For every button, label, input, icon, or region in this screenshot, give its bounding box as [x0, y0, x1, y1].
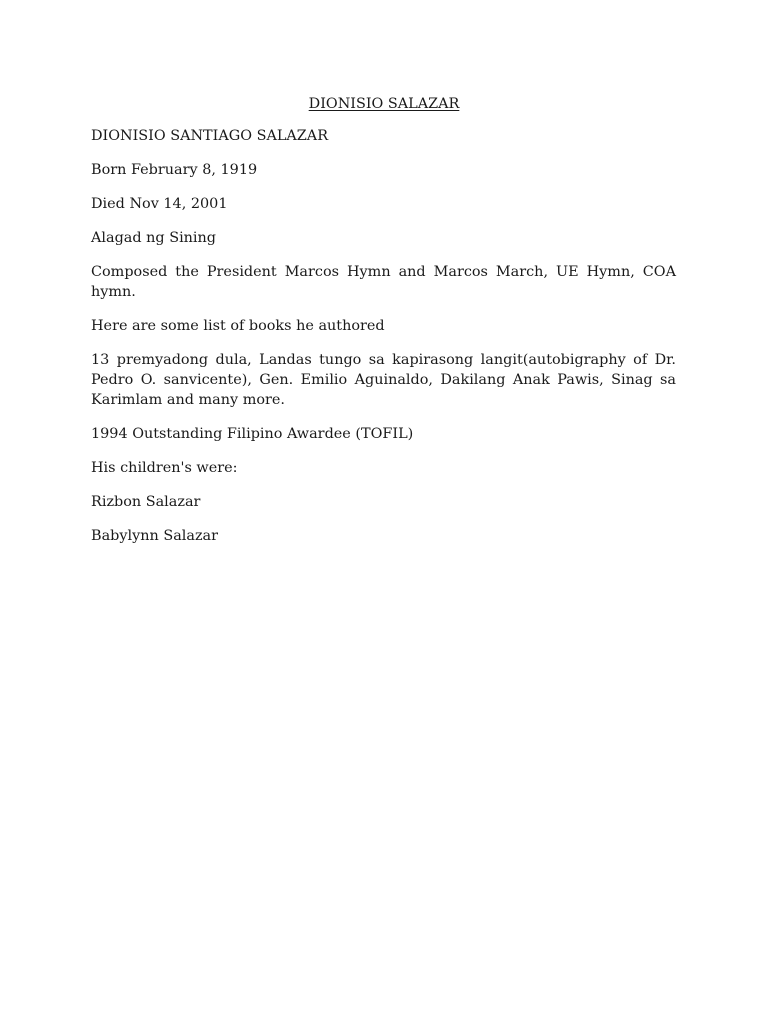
death-date: Died Nov 14, 2001 — [91, 196, 228, 212]
birth-date: Born February 8, 1919 — [91, 162, 258, 178]
child-name: Rizbon Salazar — [91, 494, 201, 510]
child-name: Babylynn Salazar — [91, 528, 219, 544]
books-list: 13 premyadong dula, Landas tungo sa kapirasong langit(autobigraphy of Dr. Pedro O. sanvicente), Gen. Emilio Aguinaldo, Dakilang Anak Pawis, Sinag sa Karimlam and many more. — [91, 352, 676, 408]
full-name: DIONISIO SANTIAGO SALAZAR — [91, 128, 329, 144]
honor: Alagad ng Sining — [91, 230, 217, 246]
children-intro: His children's were: — [91, 460, 238, 476]
document-body — [91, 126, 676, 560]
books-intro: Here are some list of books he authored — [91, 318, 385, 334]
document-title-block — [0, 94, 768, 114]
compositions: Composed the President Marcos Hymn and Marcos March, UE Hymn, COA hymn. — [91, 264, 676, 300]
document-title: DIONISIO SALAZAR — [308, 96, 460, 112]
award: 1994 Outstanding Filipino Awardee (TOFIL) — [91, 426, 414, 442]
